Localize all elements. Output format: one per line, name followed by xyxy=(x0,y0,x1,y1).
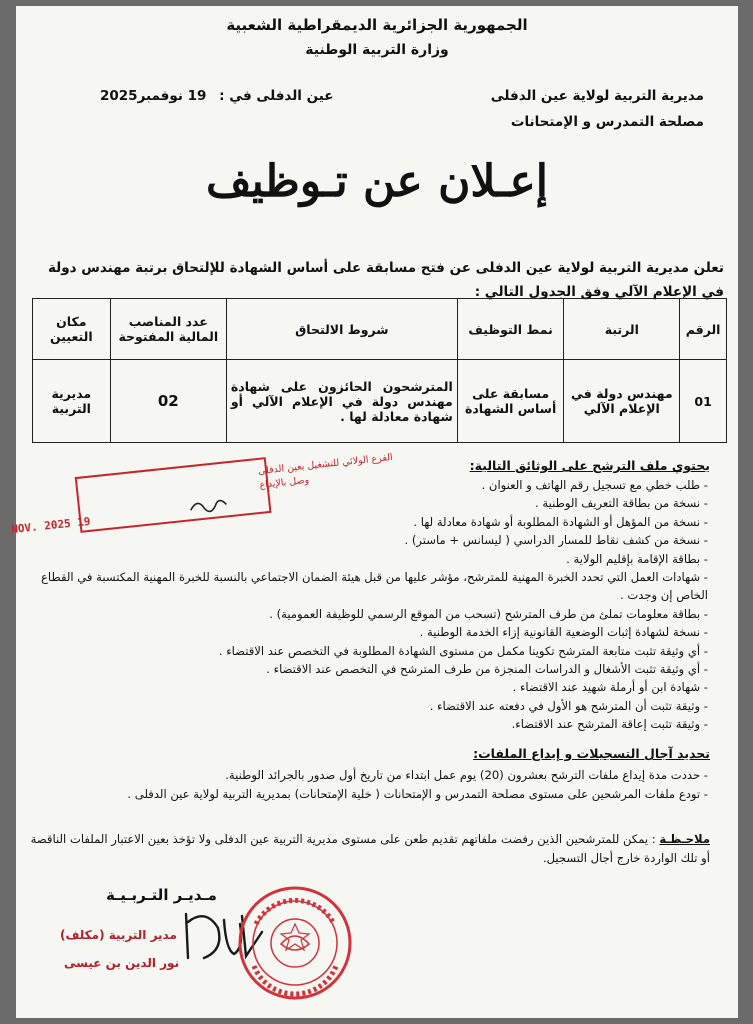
stamp-initials xyxy=(190,500,227,513)
document-page xyxy=(10,6,738,1018)
list-item: - نسخة من المؤهل أو الشهادة المطلوبة أو شهادة معادلة لها . xyxy=(28,513,708,531)
col-number: الرقم xyxy=(680,299,727,360)
intro-paragraph: تعلن مديرية التربية لولاية عين الدفلى عن فتح مسابقة على أساس الشهادة للإلتحاق برتبة مهندس دولة في الإعلام الآلي وفق الجدول التالي : xyxy=(47,260,724,300)
list-item: - بطاقة معلومات تملئ من طرف المترشح (تسحب من الموقع الرسمي للوظيفة العمومية) . xyxy=(28,605,708,623)
list-item: - نسخة من كشف نقاط للمسار الدراسي ( ليسانس + ماستر) . xyxy=(28,531,708,549)
table-header-row xyxy=(33,299,727,360)
list-item: - نسخة من بطاقة التعريف الوطنية . xyxy=(28,494,708,512)
cell-conditions: المترشحون الحائزون على شهادة مهندس دولة في الإعلام الآلي أو شهادة معادلة لها . xyxy=(226,360,457,443)
ministry-header: وزارة التربية الوطنية xyxy=(305,42,449,58)
col-rank: الرتبة xyxy=(564,299,680,360)
list-item: - بطاقة الإقامة بإقليم الولاية . xyxy=(28,550,708,568)
col-positions: عدد المناصب المالية المفتوحة xyxy=(110,299,226,360)
cell-number: 01 xyxy=(680,360,727,443)
cell-positions: 02 xyxy=(110,360,226,443)
republic-header: الجمهورية الجزائرية الديمقراطية الشعبية xyxy=(226,16,528,34)
note-text: : يمكن للمترشحين الذين رفضت ملفاتهم تقديم طعن على مستوى مديرية التربية عين الدفلى ولا تؤخذ بعين الاعتبار الملفات الناقصة أو تلك الواردة خارج أجال التسجيل. xyxy=(30,832,710,865)
signatory-title: مـديـر التـربـيـة xyxy=(106,886,217,904)
note-paragraph xyxy=(20,830,710,868)
list-item: - أي وثيقة تثبت متابعة المترشح تكوينا مكمل من مستوى الشهادة المطلوبة في التخصص عند الاقتضاء . xyxy=(28,642,708,660)
positions-table xyxy=(32,298,727,443)
list-item: - طلب خطي مع تسجيل رقم الهاتف و العنوان . xyxy=(28,476,708,494)
list-item: - وثيقة تثبت أن المترشح هو الأول في دفعته عند الاقتضاء . xyxy=(28,697,708,715)
stamp-line1: الفرع الولائي للتشغيل بعين الدفلى xyxy=(257,451,394,477)
stamp-line2: وصل بالإيداع xyxy=(259,474,310,491)
list-item: - شهادات العمل التي تحدد الخبرة المهنية للمترشح، مؤشر عليها من قبل هيئة الضمان الاجتماعي بالنسبة للخبرة المهنية المكتسبة في القطاع الخاص إن وجدت . xyxy=(28,568,708,605)
list-item: - أي وثيقة تثبت الأشغال و الدراسات المنجزة من طرف المترشح في التخصص عند الاقتضاء . xyxy=(28,660,708,678)
issue-date xyxy=(100,88,334,104)
directorate-name: مديرية التربية لولاية عين الدفلى xyxy=(490,88,704,104)
list-item: - حددت مدة إيداع ملفات الترشح بعشرون (20) يوم عمل ابتداء من تاريخ أول صدور بالجرائد الوطنية. xyxy=(18,766,708,785)
table-row xyxy=(33,360,727,443)
signatory-name: نور الدين بن عيسى xyxy=(64,956,180,970)
date-prefix: عين الدفلى في : xyxy=(219,88,334,104)
stamp-border xyxy=(76,458,271,532)
list-item: - نسخة لشهادة إثبات الوضعية القانونية إزاء الخدمة الوطنية . xyxy=(28,623,708,641)
list-item: - وثيقة تثبت إعاقة المترشح عند الاقتضاء. xyxy=(28,715,708,733)
cell-mode: مسابقة على أساس الشهادة xyxy=(457,360,564,443)
col-conditions: شروط الالتحاق xyxy=(226,299,457,360)
col-place: مكان التعيين xyxy=(33,299,111,360)
receipt-stamp xyxy=(10,451,394,537)
official-seal xyxy=(236,884,354,1002)
deadlines-list xyxy=(18,766,708,804)
deadlines-heading: تحديد آجال التسجيلات و إيداع الملفات: xyxy=(473,746,710,761)
cell-rank: مهندس دولة في الإعلام الآلي xyxy=(564,360,680,443)
signatory-acting: مدير التربية (مكلف) xyxy=(60,928,177,942)
date-value: 19 نوفمبر2025 xyxy=(100,88,207,104)
list-item: - شهادة ابن أو أرملة شهيد عند الاقتضاء . xyxy=(28,678,708,696)
service-name: مصلحة التمدرس و الإمتحانات xyxy=(510,114,704,130)
announcement-title: إعـلان عن تـوظيف xyxy=(205,156,549,207)
note-label: ملاحـظـة xyxy=(659,832,710,846)
documents-heading: يحتوي ملف الترشح على الوثائق التالية: xyxy=(469,458,710,473)
col-mode: نمط التوظيف xyxy=(457,299,564,360)
cell-place: مديرية التربية xyxy=(33,360,111,443)
list-item: - تودع ملفات المرشحين على مستوى مصلحة التمدرس و الإمتحانات ( خلية الإمتحانات) بمديرية التربية لولاية عين الدفلى . xyxy=(18,785,708,804)
stamp-date: 19 NOV. 2025 xyxy=(10,514,92,537)
